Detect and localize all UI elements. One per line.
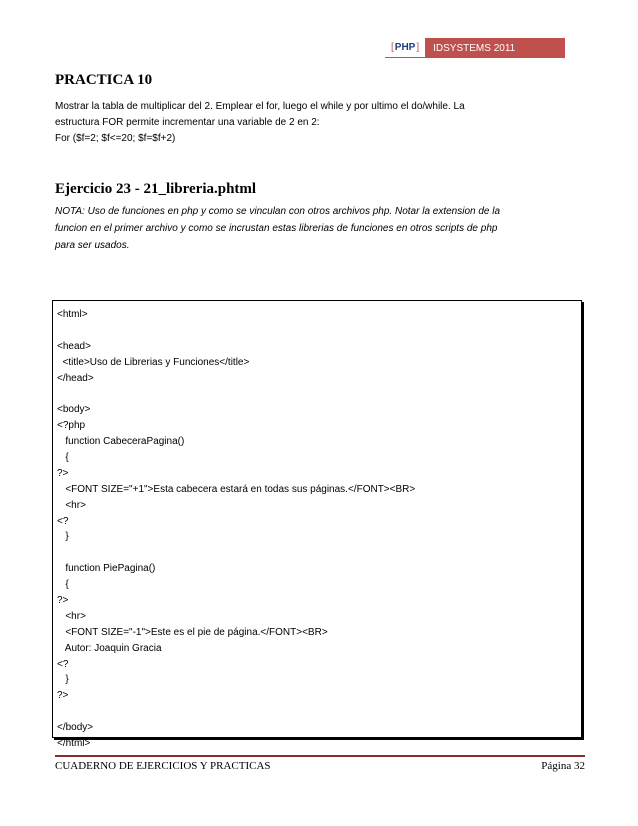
code-line: <? xyxy=(57,515,69,527)
code-line: { xyxy=(57,579,69,591)
code-line: </html> xyxy=(57,738,91,750)
note-line: NOTA: Uso de funciones en php y como se vinculan con otros archivos php. Notar la extension de la xyxy=(55,206,501,217)
code-line: } xyxy=(57,531,69,543)
footer-divider xyxy=(55,755,585,757)
page-footer xyxy=(55,760,585,772)
code-line: ?> xyxy=(57,690,69,702)
page-content xyxy=(55,72,585,260)
code-line: function PiePagina() xyxy=(57,563,156,575)
practica-line: estructura FOR permite incrementar una variable de 2 en 2: xyxy=(55,117,320,128)
code-line: <html> xyxy=(57,309,88,320)
code-line: <hr> xyxy=(57,499,86,511)
code-line: <FONT SIZE="-1">Este es el pie de página.</FONT><BR> xyxy=(57,626,328,638)
code-line: <FONT SIZE="+1">Esta cabecera estará en todas sus páginas.</FONT><BR> xyxy=(57,483,416,495)
code-line: <title>Uso de Librerias y Funciones</title> xyxy=(57,356,250,368)
note-line: funcion en el primer archivo y como se incrustan estas librerias de funciones en otros scripts de php xyxy=(55,223,498,234)
header-bracket-close: ] xyxy=(416,42,420,53)
code-listing xyxy=(52,300,582,750)
code-line: ?> xyxy=(57,595,69,607)
code-line: ?> xyxy=(57,467,69,479)
code-line: <?php xyxy=(57,420,86,432)
code-line: <head> xyxy=(57,340,91,352)
code-line: </head> xyxy=(57,372,94,384)
code-line xyxy=(57,704,577,720)
footer-title: CUADERNO DE EJERCICIOS Y PRACTICAS xyxy=(55,760,271,772)
ejercicio-title: Ejercicio 23 - 21_libreria.phtml xyxy=(55,181,257,197)
header-tag-text: PHP xyxy=(394,42,416,53)
practica-line: For ($f=2; $f<=20; $f=$f+2) xyxy=(55,133,176,144)
header-bracket-open: [ xyxy=(391,42,394,53)
page-header xyxy=(385,38,565,58)
practica-title: PRACTICA 10 xyxy=(55,72,153,88)
code-line: } xyxy=(57,674,69,686)
note-line: para ser usados. xyxy=(55,240,130,251)
code-line: </body> xyxy=(57,722,94,734)
header-section-tag xyxy=(385,38,425,58)
code-line: <? xyxy=(57,658,69,670)
page-number: Página 32 xyxy=(541,760,585,772)
code-line xyxy=(57,386,577,402)
code-line: { xyxy=(57,452,69,464)
code-line: <hr> xyxy=(57,610,86,622)
ejercicio-note xyxy=(55,203,585,254)
code-line: <body> xyxy=(57,404,91,416)
code-line: function CabeceraPagina() xyxy=(57,436,185,448)
code-line xyxy=(57,545,577,561)
code-line: Autor: Joaquin Gracia xyxy=(57,642,162,654)
code-line xyxy=(57,323,577,339)
practica-line: Mostrar la tabla de multiplicar del 2. Emplear el for, luego el while y por ultimo el do/while. La xyxy=(55,101,465,112)
header-org-label: IDSYSTEMS 2011 xyxy=(425,38,565,58)
